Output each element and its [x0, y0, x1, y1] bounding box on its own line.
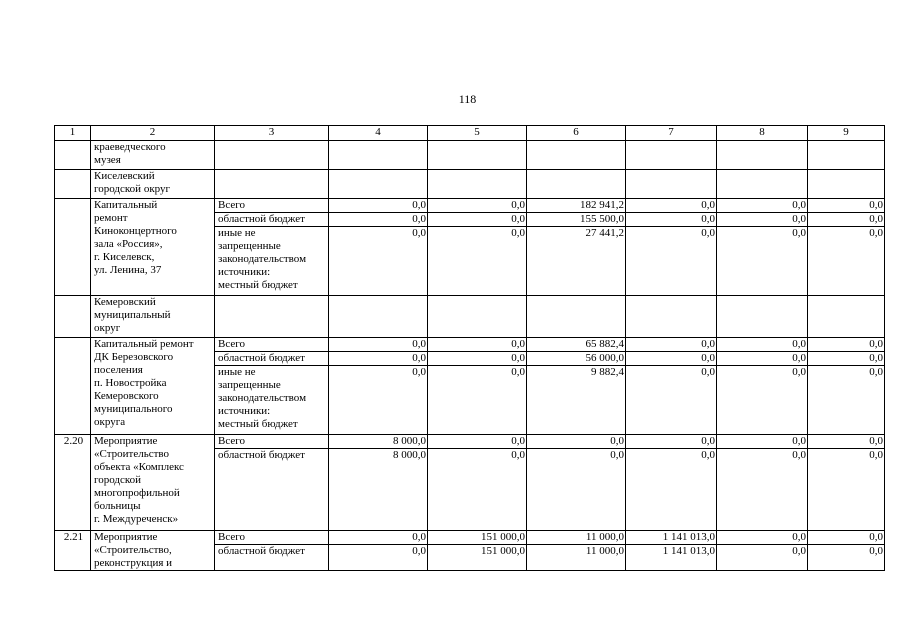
funding-source-line: источники: — [218, 405, 271, 417]
amount-cell: 9 882,4 — [527, 366, 626, 435]
empty-cell — [717, 296, 808, 338]
amount-cell: 0,0 — [717, 213, 808, 227]
amount-cell: 0,0 — [428, 366, 527, 435]
row-index-cell: 2.21 — [55, 531, 91, 571]
amount-cell: 0,0 — [329, 366, 428, 435]
funding-source-line: областной бюджет — [218, 213, 305, 225]
row-index-cell — [55, 338, 91, 435]
budget-table — [54, 125, 885, 571]
measure-name-line: многопрофильной — [94, 487, 180, 499]
amount-cell: 0,0 — [717, 531, 808, 545]
amount-cell: 182 941,2 — [527, 199, 626, 213]
table-row — [55, 435, 885, 449]
amount-cell: 65 882,4 — [527, 338, 626, 352]
amount-cell: 0,0 — [626, 199, 717, 213]
empty-cell — [717, 141, 808, 170]
section-name-line: краеведческого — [94, 141, 166, 153]
measure-name-line: реконструкция и — [94, 557, 173, 569]
amount-cell: 0,0 — [808, 213, 885, 227]
funding-source-line: запрещенные — [218, 240, 281, 252]
column-header: 7 — [626, 126, 717, 141]
amount-cell: 0,0 — [808, 449, 885, 531]
amount-cell: 0,0 — [717, 545, 808, 571]
amount-cell: 0,0 — [626, 213, 717, 227]
empty-cell — [808, 296, 885, 338]
funding-source-line: местный бюджет — [218, 279, 298, 291]
measure-name-line: зала «Россия», — [94, 238, 163, 250]
amount-cell: 0,0 — [329, 531, 428, 545]
amount-cell: 0,0 — [717, 435, 808, 449]
funding-source-line: законодательством — [218, 253, 307, 265]
column-header: 8 — [717, 126, 808, 141]
table-row — [55, 296, 885, 338]
measure-name-line: Капитальный — [94, 199, 158, 211]
amount-cell: 0,0 — [527, 435, 626, 449]
amount-cell: 1 141 013,0 — [626, 545, 717, 571]
measure-name-line: Капитальный ремонт — [94, 338, 194, 350]
measure-name-line: больницы — [94, 500, 141, 512]
funding-source-cell — [215, 213, 329, 227]
funding-source-cell — [215, 366, 329, 435]
amount-cell: 0,0 — [717, 352, 808, 366]
measure-name-line: п. Новостройка — [94, 377, 167, 389]
column-header: 4 — [329, 126, 428, 141]
empty-cell — [329, 170, 428, 199]
row-index-cell — [55, 141, 91, 170]
amount-cell: 8 000,0 — [329, 435, 428, 449]
section-name-cell — [91, 170, 215, 199]
column-header: 2 — [91, 126, 215, 141]
section-name-line: Киселевский — [94, 170, 155, 182]
funding-source-cell — [215, 227, 329, 296]
measure-name-line: ул. Ленина, 37 — [94, 264, 162, 276]
empty-cell — [626, 170, 717, 199]
section-name-line: музея — [94, 154, 121, 166]
empty-cell — [215, 296, 329, 338]
empty-cell — [717, 170, 808, 199]
amount-cell: 0,0 — [808, 338, 885, 352]
measure-name-line: г. Междуреченск» — [94, 513, 179, 525]
measure-name-line: Мероприятие — [94, 531, 158, 543]
amount-cell: 151 000,0 — [428, 545, 527, 571]
measure-name-line: поселения — [94, 364, 143, 376]
amount-cell: 0,0 — [527, 449, 626, 531]
column-header: 6 — [527, 126, 626, 141]
empty-cell — [428, 170, 527, 199]
row-index-cell — [55, 199, 91, 296]
measure-name-line: Кемеровского — [94, 390, 159, 402]
row-index-cell: 2.20 — [55, 435, 91, 531]
measure-name-cell — [91, 435, 215, 531]
funding-source-line: Всего — [218, 338, 245, 350]
empty-cell — [527, 296, 626, 338]
section-name-cell — [91, 296, 215, 338]
amount-cell: 0,0 — [428, 199, 527, 213]
funding-source-line: областной бюджет — [218, 449, 305, 461]
amount-cell: 0,0 — [329, 227, 428, 296]
column-number-row — [55, 126, 885, 141]
amount-cell: 0,0 — [808, 545, 885, 571]
measure-name-line: ремонт — [94, 212, 128, 224]
column-header: 1 — [55, 126, 91, 141]
table-row — [55, 141, 885, 170]
amount-cell: 0,0 — [808, 435, 885, 449]
amount-cell: 0,0 — [428, 213, 527, 227]
section-name-line: Кемеровский — [94, 296, 156, 308]
table-body — [55, 141, 885, 571]
amount-cell: 8 000,0 — [329, 449, 428, 531]
amount-cell: 0,0 — [626, 227, 717, 296]
funding-source-cell — [215, 435, 329, 449]
amount-cell: 0,0 — [428, 449, 527, 531]
empty-cell — [428, 296, 527, 338]
measure-name-line: Киноконцертного — [94, 225, 177, 237]
measure-name-cell — [91, 199, 215, 296]
funding-source-line: источники: — [218, 266, 271, 278]
empty-cell — [329, 296, 428, 338]
measure-name-line: объекта «Комплекс — [94, 461, 184, 473]
funding-source-line: иные не — [218, 366, 256, 378]
amount-cell: 0,0 — [808, 366, 885, 435]
funding-source-line: Всего — [218, 435, 245, 447]
funding-source-cell — [215, 545, 329, 571]
funding-source-cell — [215, 199, 329, 213]
amount-cell: 0,0 — [329, 545, 428, 571]
amount-cell: 0,0 — [428, 352, 527, 366]
empty-cell — [527, 141, 626, 170]
section-name-line: округ — [94, 322, 121, 334]
empty-cell — [527, 170, 626, 199]
amount-cell: 0,0 — [626, 449, 717, 531]
page-number: 118 — [458, 92, 477, 106]
funding-source-line: местный бюджет — [218, 418, 298, 430]
amount-cell: 0,0 — [717, 366, 808, 435]
section-name-line: муниципальный — [94, 309, 171, 321]
amount-cell: 0,0 — [329, 199, 428, 213]
amount-cell: 0,0 — [428, 227, 527, 296]
measure-name-line: муниципального — [94, 403, 173, 415]
funding-source-line: Всего — [218, 531, 245, 543]
column-header: 3 — [215, 126, 329, 141]
measure-name-line: городской — [94, 474, 142, 486]
column-header: 5 — [428, 126, 527, 141]
amount-cell: 0,0 — [717, 449, 808, 531]
amount-cell: 151 000,0 — [428, 531, 527, 545]
empty-cell — [215, 170, 329, 199]
column-header: 9 — [808, 126, 885, 141]
measure-name-line: «Строительство, — [94, 544, 172, 556]
funding-source-line: областной бюджет — [218, 545, 305, 557]
funding-source-line: областной бюджет — [218, 352, 305, 364]
funding-source-line: законодательством — [218, 392, 307, 404]
amount-cell: 0,0 — [717, 227, 808, 296]
section-name-line: городской округ — [94, 183, 171, 195]
table-row — [55, 531, 885, 545]
table-row — [55, 338, 885, 352]
amount-cell: 0,0 — [329, 352, 428, 366]
amount-cell: 27 441,2 — [527, 227, 626, 296]
empty-cell — [626, 296, 717, 338]
funding-source-cell — [215, 449, 329, 531]
row-index-cell — [55, 170, 91, 199]
amount-cell: 0,0 — [808, 352, 885, 366]
row-index-cell — [55, 296, 91, 338]
table-row — [55, 199, 885, 213]
measure-name-line: «Строительство — [94, 448, 170, 460]
funding-source-cell — [215, 338, 329, 352]
measure-name-line: Мероприятие — [94, 435, 158, 447]
amount-cell: 0,0 — [808, 227, 885, 296]
measure-name-line: г. Киселевск, — [94, 251, 155, 263]
funding-source-line: Всего — [218, 199, 245, 211]
empty-cell — [428, 141, 527, 170]
measure-name-line: округа — [94, 416, 126, 428]
amount-cell: 0,0 — [626, 435, 717, 449]
empty-cell — [808, 141, 885, 170]
amount-cell: 11 000,0 — [527, 545, 626, 571]
empty-cell — [215, 141, 329, 170]
empty-cell — [626, 141, 717, 170]
amount-cell: 0,0 — [428, 435, 527, 449]
funding-source-cell — [215, 352, 329, 366]
amount-cell: 11 000,0 — [527, 531, 626, 545]
amount-cell: 155 500,0 — [527, 213, 626, 227]
amount-cell: 0,0 — [428, 338, 527, 352]
amount-cell: 1 141 013,0 — [626, 531, 717, 545]
amount-cell: 0,0 — [626, 352, 717, 366]
amount-cell: 56 000,0 — [527, 352, 626, 366]
funding-source-line: запрещенные — [218, 379, 281, 391]
section-name-cell — [91, 141, 215, 170]
amount-cell: 0,0 — [329, 213, 428, 227]
measure-name-line: ДК Березовского — [94, 351, 174, 363]
amount-cell: 0,0 — [717, 199, 808, 213]
empty-cell — [808, 170, 885, 199]
amount-cell: 0,0 — [626, 366, 717, 435]
amount-cell: 0,0 — [329, 338, 428, 352]
amount-cell: 0,0 — [626, 338, 717, 352]
amount-cell: 0,0 — [808, 199, 885, 213]
funding-source-line: иные не — [218, 227, 256, 239]
table-row — [55, 170, 885, 199]
empty-cell — [329, 141, 428, 170]
funding-source-cell — [215, 531, 329, 545]
measure-name-cell — [91, 531, 215, 571]
measure-name-cell — [91, 338, 215, 435]
amount-cell: 0,0 — [717, 338, 808, 352]
amount-cell: 0,0 — [808, 531, 885, 545]
